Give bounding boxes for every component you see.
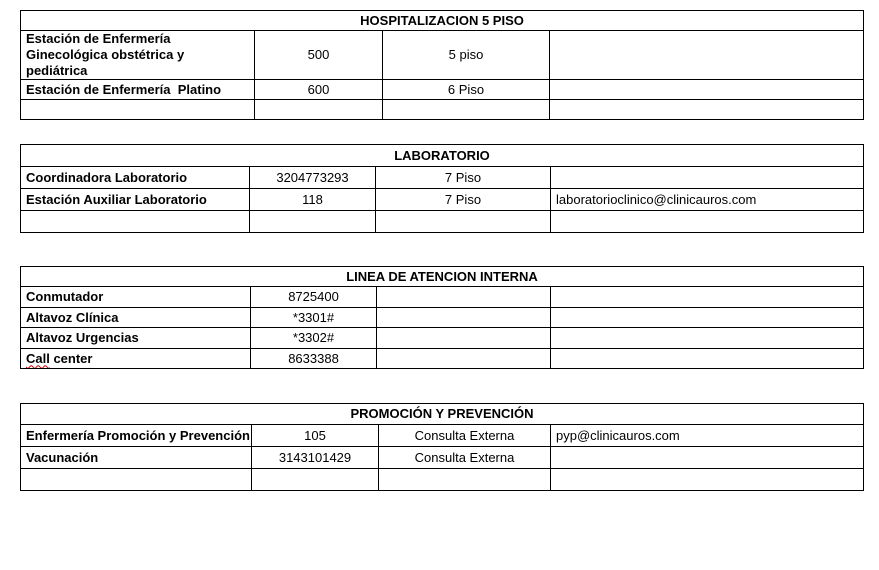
empty-cell [377,308,551,328]
table-row [21,80,864,100]
empty-cell [551,469,864,491]
area-name-cell: Enfermería Promoción y Prevención [21,425,252,447]
empty-cell [377,328,551,349]
empty-row [21,469,864,491]
email-cell [551,447,864,469]
empty-row [21,211,864,233]
empty-cell [250,211,376,233]
hospitalizacion-table [20,10,864,120]
promocion-prevencion-table [20,403,864,491]
empty-cell [21,100,255,120]
location-cell: Consulta Externa [379,425,551,447]
empty-row [21,100,864,120]
area-name-cell: Call center [21,349,251,369]
table-row [21,447,864,469]
area-name-cell: Estación de Enfermería Ginecológica obstétrica y pediátrica [21,31,255,80]
table-title: HOSPITALIZACION 5 PISO [21,11,864,31]
empty-cell [379,469,551,491]
extension-cell: 105 [252,425,379,447]
table-header-row [21,267,864,287]
table-row [21,349,864,369]
email-cell [551,167,864,189]
area-name-cell: Altavoz Urgencias [21,328,251,349]
location-cell: Consulta Externa [379,447,551,469]
email-cell: pyp@clinicauros.com [551,425,864,447]
empty-cell [21,469,252,491]
table-row [21,328,864,349]
table-title: PROMOCIÓN Y PREVENCIÓN [21,404,864,425]
empty-cell [551,308,864,328]
area-name-cell: Altavoz Clínica [21,308,251,328]
table-header-row [21,11,864,31]
table-header-row [21,404,864,425]
table-row [21,31,864,80]
area-name-cell: Coordinadora Laboratorio [21,167,250,189]
table-row [21,189,864,211]
linea-atencion-table [20,266,864,369]
empty-cell [551,211,864,233]
email-cell [550,80,864,100]
area-name-cell: Vacunación [21,447,252,469]
area-name-cell: Conmutador [21,287,251,308]
area-name-cell: Estación de Enfermería Platino [21,80,255,100]
area-name-cell: Estación Auxiliar Laboratorio [21,189,250,211]
spellcheck-word: Call [26,350,50,366]
empty-cell [551,328,864,349]
empty-cell [383,100,550,120]
email-cell [550,31,864,80]
table-row [21,287,864,308]
empty-cell [377,287,551,308]
extension-cell: 600 [255,80,383,100]
extension-cell: 8725400 [251,287,377,308]
table-row [21,425,864,447]
empty-cell [377,349,551,369]
table-title: LABORATORIO [21,145,864,167]
empty-cell [252,469,379,491]
extension-cell: 118 [250,189,376,211]
empty-cell [551,349,864,369]
table-header-row [21,145,864,167]
extension-cell: 500 [255,31,383,80]
table-title: LINEA DE ATENCION INTERNA [21,267,864,287]
location-cell: 5 piso [383,31,550,80]
table-row [21,308,864,328]
laboratorio-table [20,144,864,233]
location-cell: 7 Piso [376,167,551,189]
extension-cell: *3302# [251,328,377,349]
extension-cell: 3204773293 [250,167,376,189]
empty-cell [255,100,383,120]
table-row [21,167,864,189]
empty-cell [376,211,551,233]
location-cell: 6 Piso [383,80,550,100]
location-cell: 7 Piso [376,189,551,211]
empty-cell [551,287,864,308]
extension-cell: 8633388 [251,349,377,369]
extension-cell: 3143101429 [252,447,379,469]
email-cell: laboratorioclinico@clinicauros.com [551,189,864,211]
empty-cell [21,211,250,233]
empty-cell [550,100,864,120]
extension-cell: *3301# [251,308,377,328]
